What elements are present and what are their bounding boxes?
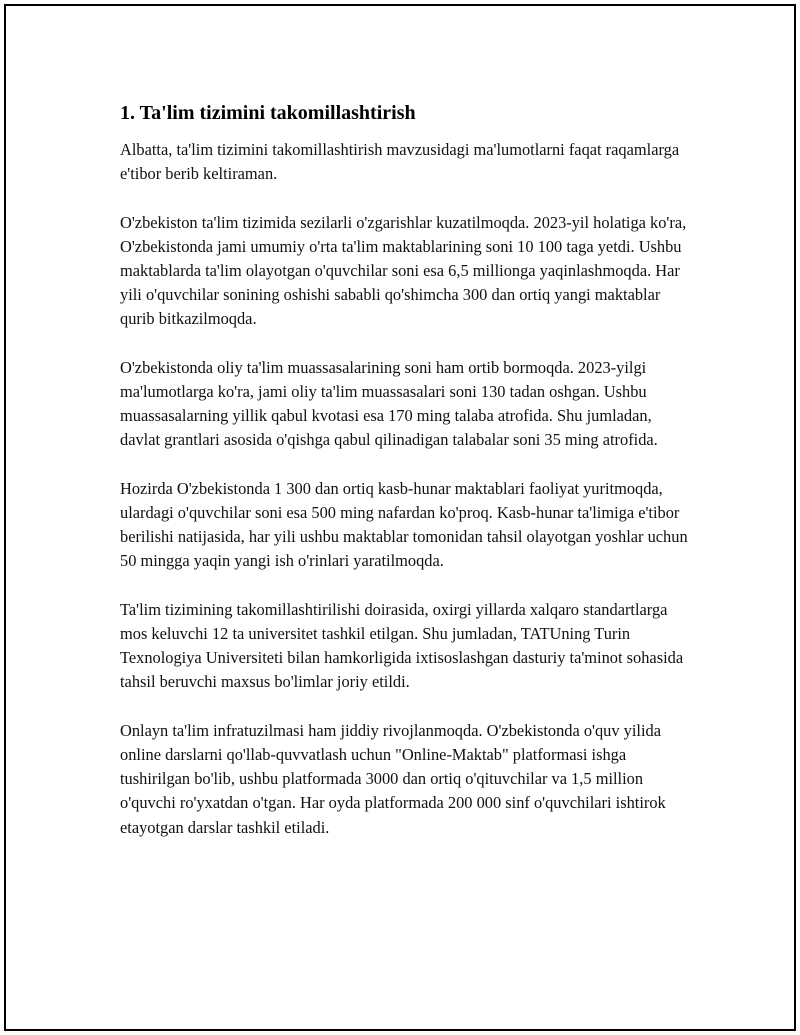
document-page	[4, 4, 796, 1031]
paragraph-universities: Ta'lim tizimining takomillashtirilishi doirasida, oxirgi yillarda xalqaro standartlarga mos keluvchi 12 ta universitet tashkil etilgan. Shu jumladan, TATUning Turin Texnologiya Universiteti bilan hamkorligida ixtisoslashgan dasturiy ta'minot sohasida tahsil beruvchi maxsus bo'limlar joriy etildi.	[120, 599, 684, 692]
paragraph-higher-education: O'zbekistonda oliy ta'lim muassasalarining soni ham ortib bormoqda. 2023-yilgi ma'lumotlarga ko'ra, jami oliy ta'lim muassasalari soni 130 tadan oshgan. Ushbu muassasalarning yillik qabul kvotasi esa 170 ming talaba atrofida. Shu jumladan, davlat grantlari asosida o'qishga qabul qilinadigan talabalar soni 35 ming atrofida.	[120, 357, 658, 450]
section-heading: 1. Ta'lim tizimini takomillashtirish	[120, 102, 416, 124]
paragraph-schools: O'zbekiston ta'lim tizimida sezilarli o'zgarishlar kuzatilmoqda. 2023-yil holatiga ko'ra, O'zbekistonda jami umumiy o'rta ta'lim maktablarining soni 10 100 taga yetdi. Ushbu maktablarda ta'lim olayotgan o'quvchilar soni esa 6,5 millionga yaqinlashmoqda. Har yili o'quvchilar sonining oshishi sababli qo'shimcha 300 dan ortiq yangi maktablar qurib bitkazilmoqda.	[120, 212, 687, 329]
document-body	[120, 100, 692, 864]
paragraph-vocational: Hozirda O'zbekistonda 1 300 dan ortiq kasb-hunar maktablari faoliyat yuritmoqda, ulardagi o'quvchilar soni esa 500 ming nafardan ko'proq. Kasb-hunar ta'limiga e'tibor berilishi natijasida, har yili ushbu maktablar tomonidan tahsil olayotgan yoshlar uchun 50 mingga yaqin yangi ish o'rinlari yaratilmoqda.	[120, 478, 688, 571]
paragraph-online-education: Onlayn ta'lim infratuzilmasi ham jiddiy rivojlanmoqda. O'zbekistonda o'quv yilida online darslarni qo'llab-quvvatlash uchun "Online-Maktab" platformasi ishga tushirilgan bo'lib, ushbu platformada 3000 dan ortiq o'qituvchilar va 1,5 million o'quvchi ro'yxatdan o'tgan. Har oyda platformada 200 000 sinf o'quvchilari ishtirok etayotgan darslar tashkil etiladi.	[120, 720, 666, 837]
paragraph-intro: Albatta, ta'lim tizimini takomillashtirish mavzusidagi ma'lumotlarni faqat raqamlarga e'tibor berib keltiraman.	[120, 140, 680, 184]
